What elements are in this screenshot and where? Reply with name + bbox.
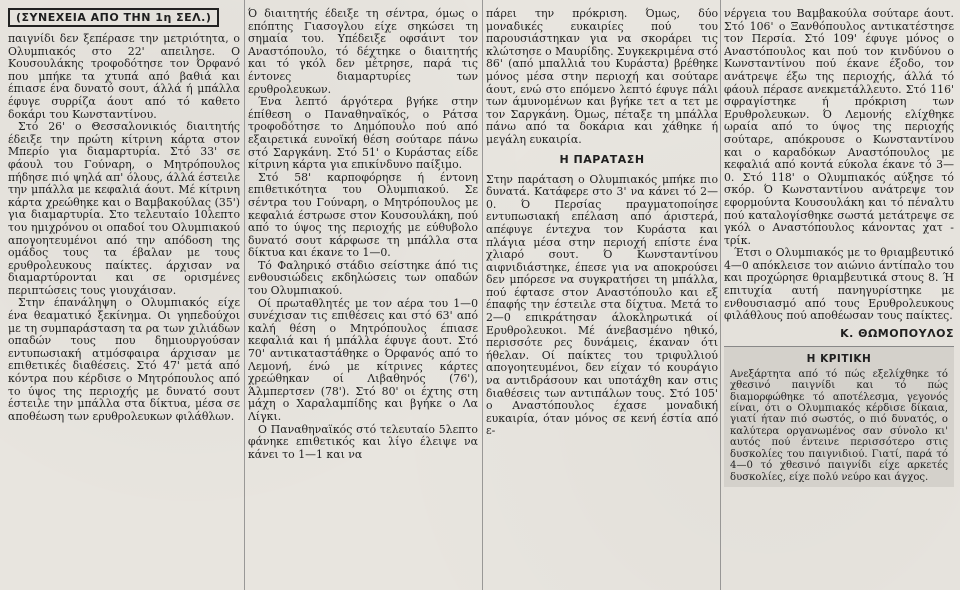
column-2-paragraph-4: Τό Φαληρικό στάδιο σείστηκε άπό τις ενθουσιώδεις εκδηλώσεις των οπαδών του Ολυμπιακού.: [248, 258, 478, 298]
column-1-paragraph-1: παιγνίδι δεν ξεπέρασε την μετριότητα, ο Ολυμπιακός στο 22' απειλησε. Ο Κουσουλάκης τροφοδότησε τον Όρφανό που μπήκε τα χτυπά από βαθιά και έπιασε ένα δυνατό σουτ, άλλά ή μπάλλα έφυγε συρρίζα άουτ από τό καθετο δοκάρι του Κωνσταντίνου.: [8, 32, 240, 121]
column-rule-2: [482, 0, 483, 590]
article-column-3: [486, 0, 718, 590]
column-1-paragraph-3: Στην έπανάληψη ο Ολυμπιακός είχε ένα θεαματικό ξεκίνημα. Οι γηπεδούχοι με τη συμπαράσταση τα ρα των χιλιάδων οπαδών τους που δημιουργούσαν εντυπωσιακή ατμόσφαιρα άρχισαν με επιθετικές διαθέσεις. Στό 47' μετά από κόντρα που κέρδισε ο Μητρόπουλος από το ύψος της περιοχής με δυνατό σουτ έστειλε την μπάλλα στα δίκτυα, μέσα σε αποθέωση των ερυθρολευκων φιλάθλων.: [8, 296, 240, 423]
critique-box: [724, 346, 954, 487]
column-3-text: [486, 8, 718, 147]
extra-time-heading: Η ΠΑΡΑΤΑΣΗ: [559, 152, 645, 166]
column-3-extra-text: [486, 174, 718, 438]
column-2-paragraph-3: Στό 58' καρποφόρησε ή έντονη επιθετικότητα του Ολυμπιακού. Σε σέντρα του Γούναρη, ο Μητρόπουλος με κεφαλιά έστρωσε στον Κουσουλάκη, πού από το ύψος της περιοχής με εύθυβολο δυνατό σουτ κάρφωσε τη μπάλλα στα δίκτυα και έκανε το 1—0.: [248, 170, 478, 260]
article-column-2: [248, 0, 478, 590]
column-4-paragraph-2: Έτσι ο Ολυμπιακός με το θριαμβευτικό 4—0 απόκλεισε τον αιώνιο άντίπαλο του και προχώρησε θριαμβευτικά στους 8. Ή επιτυχία αυτή πανηγυρίστηκε με ενθουσιασμό από τους Ερυθρολευκους φιλάθλους πού αποθέωσαν τους παίκτες.: [724, 246, 954, 323]
column-2-paragraph-1: Ό διαιτητής έδειξε τη σέντρα, όμως ο επόπτης Γιασογλου είχε σηκώσει τη σημαία του. Υπέδειξε οφσάιντ τον Αναστόπουλο, τό δέχτηκε ο διαιτητής και τό γκόλ δεν μέτρησε, παρά τις έντονες διαμαρτυρίες των ερυθρολευκων.: [248, 7, 478, 96]
column-3-paragraph-1: πάρει την πρόκριση. Όμως, δύο μοναδικές ευκαιρίες πού του παρουσιάστηκαν για να σκοράρει τις κλώτσησε ο Μαυρίδης. Συγκεκριμένα στό 86' (από μπαλλιά του Κυράστα) βρέθηκε μόνος μέσα στην περιοχή και σούταρε άουτ, ενώ στο επόμενο λεπτό έφυγε πάλι των άμυνομένων και βγήκε τετ α τετ με τον Σαργκάνη. Όμως, πέταξε τη μπάλλα πάνω από τα δοκάρια και χάθηκε ή μεγάλη ευκαιρία.: [486, 7, 718, 146]
column-2-paragraph-5: Οί πρωταθλητές με τον αέρα του 1—0 συνέχισαν τις επιθέσεις και στό 63' από καλή θέση ο Μητρόπουλος έπιασε κεφαλιά και ή μπάλλα έφυγε άουτ. Στό 70' αντικαταστάθηκε ο Όρφανός από το Λεμονή, ένώ με κίτρινες κάρτες χρεώθηκαν οί Λιβαθηνός (76'), Άλμπερτσεν (78'). Στό 80' οι έχτης στη μάχη ο Χαραλαμπίδης και βγήκε ο Λα Λίγκι.: [248, 296, 478, 423]
column-rule-1: [244, 0, 245, 590]
column-2-paragraph-6: Ο Παναθηναϊκός στό τελευταίο 5λεπτο φάνηκε επιθετικός και λίγο έλειψε να κάνει το 1—1 και να: [248, 422, 478, 461]
column-1-text: [8, 33, 240, 423]
column-2-text: [248, 8, 478, 461]
continuation-header: (ΣΥΝΕΧΕΙΑ ΑΠΟ ΤΗΝ 1η ΣΕΛ.): [8, 8, 219, 27]
critique-heading: Η ΚΡΙΤΙΚΗ: [806, 352, 872, 365]
column-2-paragraph-2: Ένα λεπτό άργότερα βγήκε στην έπίθεση ο Παναθηναϊκός, ο Ράτσα τροφοδότησε το Δημόπουλο πού από εξαιρετικά ευνοϊκή θέση σούταρε πάνω στό Σαργκάνη. Στό 51' ο Κυράστας είδε κίτρινη κάρτα για επικίνδυνο παίξιμο.: [248, 95, 478, 172]
column-4-text: [724, 8, 954, 323]
column-3-paragraph-2: Στην παράταση ο Ολυμπιακός μπήκε πιο δυνατά. Κατάφερε στο 3' να κάνει τό 2—0. Ό Περσίας πραγματοποίησε εντυπωσιακή επέλαση από άριστερά, απέφυγε έντεχνα τον Κυράστα και πλάγια μέσα στην περιοχή επίστε ένα χλιαρό σουτ. Ό Κωνσταντίνου αιφνιδιάστηκε, έπεσε για να αποκρούσει δεν μπόρεσε να συγκρατήσει τη μπάλλα, πού έφτασε στον Αναστόπουλο και εξ έπαφής την έστειλε στα δίχτυα. Μετά το 2—0 επικράτησαν άλοκληρωτικά οί Ερυθρολευκοι. Μέ άνεβασμένο ηθικό, περισσότε ρες δυνάμεις, έκαναν ότι ήθελαν. Οί παίκτες του τριφυλλιού απογοητευμένοι, δεν είχαν τό κουράγιο να αντιδράσουν και υποτάχθη καν στις διαθέσεις των αντιπάλων τους. Στό 105' ο Αναστόπουλος έχασε μοναδική ευκαιρία, όταν μόνος σε κενή έστία από ε-: [486, 172, 718, 438]
author-signature: Κ. ΘΩΜΟΠΟΥΛΟΣ: [840, 326, 954, 340]
column-rule-3: [720, 0, 721, 590]
column-1-paragraph-2: Στό 26' ο Θεσσαλονικιός διαιτητής έδειξε την πρώτη κίτρινη κάρτα στον Μπερίο για διαμαρτυρία. Στό 33' σε φάουλ του Γούναρη, ο Μητρόπουλος πήδησε πιό ψηλά απ' όλους, άλλά έστειλε την μπάλλα με κεφαλιά άουτ. Μέ κίτρινη κάρτα χρεώθηκε και ο Βαμβακούλας (35') για διαμαρτυρία. Στο τελευταίο 10λεπτο του ημιχρόνου οι οπαδοί του Ολυμπιακού απογοητευμένοι από την απόδοση της ομάδος τους τα έβαλαν με τους ερυθρολευκους παίκτες. άρχισαν να διαμαρτύρονται και σε ορισμένες περιπτώσεις τους γιουχάισαν.: [8, 120, 240, 297]
article-column-4: [724, 0, 954, 590]
critique-text: Ανεξάρτητα από τό πώς εξελίχθηκε τό χθεσινό παιγνίδι και τό πώς διαμορφώθηκε τό αποτέλεσμα, γεγονός είναι, ότι ο Ολυμπιακός κέρδισε δίκαια, γιατί ήταν πιό σωστός, ο πιό δυνατός, ο καλύτερα οργανωμένος σαν σύνολο κι' αυτός πού έντεινε περισσότερο στις δυσκολίες του παιγνιδιού. Γιατί, παρά τό 4—0 τό χθεσινό παιγνίδι είχε αρκετές δυσκολίες, είχε πολύ νεύρο και άγχος.: [730, 368, 948, 483]
article-column-1: [8, 0, 240, 590]
column-4-paragraph-1: νέργεια του Βαμβακούλα σούταρε άουτ. Στό 106' ο Ξανθόπουλος αντικατέστησε τον Περσία. Στό 109' έφυγε μόνος ο Αναστόπουλος και πού τον κινδύνου ο Κωνσταντίνου πού έκανε έξοδο, τον ανάτρεψε έξω της περιοχής, άλλά τό φάουλ πέρασε ανεκμετάλλευτο. Στό 116' σφραγίστηκε ή πρόκριση των Ερυθρολευκων. Ό Λεμονής ελίχθηκε ωραία από το ύψος της περιοχής σούταρε, απόκρουσε ο Κωνσταντίνου και ο καραδόκων Αναστόπουλος με κεφαλιά από κοντά εύκολα έκανε τό 3—0. Στό 118' ο Ολυμπιακός αύξησε τό σκόρ. Ό Κωνσταντίνου ανάτρεψε τον εφορμούντα Κουσουλάκη και τό πέναλτυ πού καταλογίσθηκε σωστά μετάτρεψε σε γκόλ ο Αναστόπουλος κάνοντας χατ - τρίκ.: [724, 7, 954, 247]
